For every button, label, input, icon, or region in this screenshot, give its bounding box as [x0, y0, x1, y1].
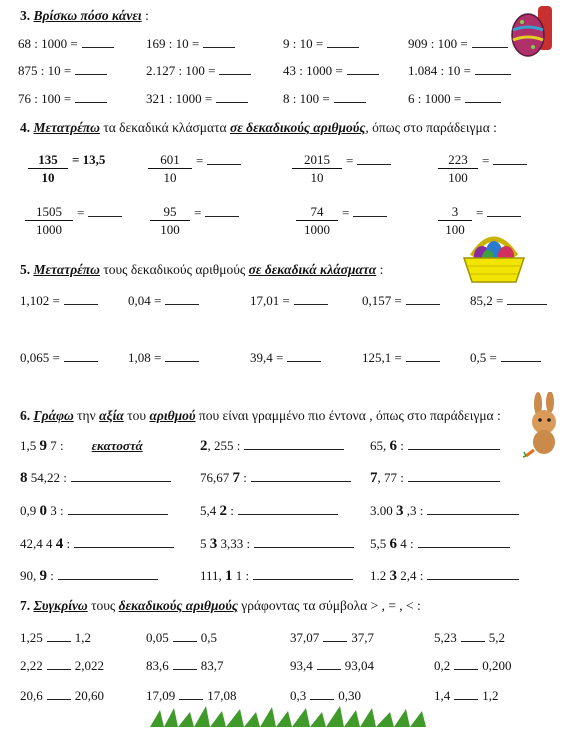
- division-expression: 169 : 10 =: [146, 36, 200, 51]
- fraction-numerator: 2015: [292, 152, 342, 169]
- section-7-title-t1: τους: [87, 598, 119, 613]
- decimal-fraction: [25, 204, 73, 238]
- fraction-numerator: 95: [150, 204, 190, 221]
- section-6-title-t1: την: [73, 408, 100, 423]
- section-4-heading: [20, 120, 497, 136]
- equals-sign: =: [194, 205, 202, 220]
- fraction-answer: [342, 205, 387, 221]
- bunny-icon: [522, 392, 568, 458]
- decimal-to-fraction: [250, 350, 321, 366]
- decimal-to-fraction: [470, 350, 541, 366]
- fraction-answer: [194, 205, 239, 221]
- answer-blank[interactable]: [353, 205, 387, 217]
- section-3-colon: :: [145, 8, 149, 23]
- division-problem: [408, 91, 501, 107]
- equals-sign: =: [342, 205, 350, 220]
- answer-blank[interactable]: [501, 350, 541, 362]
- answer-blank[interactable]: [238, 503, 338, 515]
- left-number: 0,05: [146, 630, 169, 645]
- division-problem: [18, 63, 107, 79]
- number-suffix: 4 :: [397, 536, 414, 551]
- division-problem: [283, 63, 379, 79]
- number-suffix: 1 :: [232, 568, 250, 583]
- fraction-numerator: 223: [438, 152, 478, 169]
- division-problem: [408, 63, 511, 79]
- right-number: 0,30: [338, 688, 361, 703]
- section-3-title: Βρίσκω πόσο κάνει: [33, 8, 142, 23]
- decimal-number: 1,08 =: [128, 350, 162, 365]
- section-3-heading: [20, 8, 149, 24]
- answer-blank[interactable]: [427, 503, 519, 515]
- left-number: 17,09: [146, 688, 176, 703]
- symbol-blank[interactable]: [461, 630, 485, 642]
- section-5-title-mid: τους δεκαδικούς αριθμούς: [99, 262, 249, 277]
- decimal-number: 0,157 =: [362, 293, 402, 308]
- section-6-title-number: αριθμού: [149, 408, 196, 423]
- equals-sign: =: [476, 205, 484, 220]
- decimal-number: 85,2 =: [470, 293, 504, 308]
- comparison-item: [290, 658, 374, 674]
- place-value-item: [370, 503, 519, 520]
- answer-blank[interactable]: [507, 293, 547, 305]
- number-suffix: :: [240, 470, 247, 485]
- section-5-title-target: σε δεκαδικά κλάσματα: [248, 262, 377, 277]
- example-result: = 13,5: [72, 152, 106, 167]
- number-suffix: , 77 :: [377, 470, 404, 485]
- number-prefix: 42,4 4: [20, 536, 56, 551]
- symbol-blank[interactable]: [179, 688, 203, 700]
- answer-blank[interactable]: [465, 91, 501, 103]
- left-number: 0,3: [290, 688, 307, 703]
- easter-egg-icon: [508, 2, 558, 60]
- division-problem: [146, 91, 248, 107]
- section-4-title-mid: τα δεκαδικά κλάσματα: [99, 120, 230, 135]
- comparison-item: [434, 688, 499, 704]
- answer-blank[interactable]: [75, 63, 107, 75]
- place-value-item: [20, 503, 168, 520]
- place-value-item: [20, 568, 158, 585]
- answer-blank[interactable]: [418, 536, 510, 548]
- number-suffix: 54,22 :: [27, 470, 67, 485]
- decimal-to-fraction: [470, 293, 547, 309]
- division-problem: [146, 36, 235, 52]
- fraction-denominator: 1000: [36, 222, 62, 237]
- symbol-blank[interactable]: [173, 630, 197, 642]
- decimal-number: 0,04 =: [128, 293, 162, 308]
- number-suffix: :: [63, 536, 71, 551]
- answer-blank[interactable]: [254, 536, 354, 548]
- comparison-item: [434, 658, 512, 674]
- number-prefix: 5,5: [370, 536, 390, 551]
- right-number: 83,7: [200, 658, 224, 673]
- place-value-item: [200, 536, 354, 553]
- fraction-denominator: 100: [448, 170, 468, 185]
- example-numerator: 135: [28, 152, 68, 169]
- section-4-number: 4.: [20, 120, 31, 135]
- decimal-to-fraction: [128, 350, 199, 366]
- highlighted-digit: 2: [219, 503, 227, 519]
- number-prefix: 65,: [370, 438, 390, 453]
- decimal-to-fraction: [20, 350, 98, 366]
- symbol-blank[interactable]: [47, 688, 71, 700]
- fraction-answer: [346, 153, 391, 169]
- answer-blank[interactable]: [334, 91, 366, 103]
- highlighted-digit: 7: [232, 470, 240, 486]
- comparison-item: [20, 630, 91, 646]
- section-6-title-verb: Γράφω: [33, 408, 74, 423]
- comparison-item: [20, 658, 104, 674]
- symbol-blank[interactable]: [317, 658, 341, 670]
- section-6-heading: [20, 408, 501, 424]
- decimal-fraction: [438, 152, 478, 186]
- answer-blank[interactable]: [294, 293, 328, 305]
- place-value-item: [200, 568, 353, 585]
- section-7-number: 7.: [20, 598, 31, 613]
- answer-blank[interactable]: [427, 568, 519, 580]
- answer-blank[interactable]: [64, 350, 98, 362]
- number-prefix: 5,4: [200, 503, 220, 518]
- left-number: 93,4: [290, 658, 313, 673]
- section-7-title-target: δεκαδικούς αριθμούς: [118, 598, 238, 613]
- decimal-to-fraction: [20, 293, 98, 309]
- number-prefix: 1,5: [20, 438, 40, 453]
- answer-blank[interactable]: [216, 91, 248, 103]
- highlighted-digit: 1: [225, 568, 233, 584]
- right-number: 5,2: [488, 630, 505, 645]
- answer-blank[interactable]: [203, 36, 235, 48]
- answer-blank[interactable]: [327, 36, 359, 48]
- answer-blank[interactable]: [408, 438, 500, 450]
- answer-blank[interactable]: [71, 470, 171, 482]
- number-prefix: 0,9: [20, 503, 40, 518]
- fraction-denominator: 100: [160, 222, 180, 237]
- answer-blank[interactable]: [253, 568, 353, 580]
- comparison-item: [20, 688, 104, 704]
- answer-blank[interactable]: [357, 153, 391, 165]
- egg-basket-icon: [458, 228, 530, 286]
- symbol-blank[interactable]: [454, 688, 478, 700]
- answer-blank[interactable]: [408, 470, 500, 482]
- place-value-item: [370, 438, 500, 455]
- left-number: 83,6: [146, 658, 169, 673]
- right-number: 0,5: [200, 630, 217, 645]
- example-denominator: 10: [41, 170, 55, 185]
- symbol-blank[interactable]: [454, 658, 478, 670]
- division-problem: [283, 36, 359, 52]
- fraction-denominator: 100: [445, 222, 465, 237]
- division-problem: [146, 63, 251, 79]
- symbol-blank[interactable]: [323, 630, 347, 642]
- number-prefix: 3.00: [370, 503, 396, 518]
- highlighted-digit: 6: [389, 536, 397, 552]
- section-6-title-t2: του: [123, 408, 150, 423]
- division-expression: 9 : 10 =: [283, 36, 324, 51]
- fraction-denominator: 10: [310, 170, 324, 185]
- place-value-item: [370, 470, 500, 487]
- number-suffix: 3,33 :: [217, 536, 251, 551]
- number-prefix: 5: [200, 536, 210, 551]
- decimal-fraction: [296, 204, 338, 238]
- place-value-item: [20, 438, 143, 455]
- decimal-fraction: [148, 152, 192, 186]
- number-suffix: 3 :: [47, 503, 64, 518]
- answer-blank[interactable]: [406, 350, 440, 362]
- number-prefix: 76,67: [200, 470, 233, 485]
- comparison-item: [290, 688, 361, 704]
- fraction-numerator: 601: [148, 152, 192, 169]
- grass-icon: [150, 706, 430, 727]
- section-7-title-end: γράφοντας τα σύμβολα > , = , < :: [237, 598, 421, 613]
- division-problem: [18, 36, 114, 52]
- answer-blank[interactable]: [287, 350, 321, 362]
- fraction-answer: [476, 205, 521, 221]
- division-problem: [18, 91, 107, 107]
- division-expression: 1.084 : 10 =: [408, 63, 471, 78]
- right-number: 17,08: [207, 688, 237, 703]
- equals-sign: =: [77, 205, 85, 220]
- place-value-item: [200, 470, 351, 487]
- fraction-numerator: 3: [438, 204, 472, 221]
- answer-blank[interactable]: [493, 153, 527, 165]
- fraction-numerator: 1505: [25, 204, 73, 221]
- answer-blank[interactable]: [165, 293, 199, 305]
- fraction-denominator: 10: [163, 170, 177, 185]
- division-expression: 875 : 10 =: [18, 63, 72, 78]
- number-prefix: 90,: [20, 568, 40, 583]
- comparison-item: [146, 630, 217, 646]
- decimal-to-fraction: [362, 350, 440, 366]
- section-3-number: 3.: [20, 8, 31, 23]
- equals-sign: =: [196, 153, 204, 168]
- comparison-item: [146, 658, 224, 674]
- right-number: 20,60: [74, 688, 104, 703]
- number-prefix: 1.2: [370, 568, 390, 583]
- right-number: 1,2: [482, 688, 499, 703]
- section-5-heading: [20, 262, 383, 278]
- decimal-number: 125,1 =: [362, 350, 402, 365]
- decimal-fraction: [150, 204, 190, 238]
- answer-blank[interactable]: [88, 205, 122, 217]
- decimal-to-fraction: [128, 293, 199, 309]
- answer-blank[interactable]: [244, 438, 344, 450]
- comparison-item: [146, 688, 237, 704]
- division-problem: [408, 36, 508, 52]
- decimal-number: 17,01 =: [250, 293, 290, 308]
- highlighted-digit: 0: [39, 503, 47, 519]
- symbol-blank[interactable]: [47, 630, 71, 642]
- division-expression: 76 : 100 =: [18, 91, 72, 106]
- right-number: 37,7: [351, 630, 374, 645]
- number-suffix: ,3 :: [403, 503, 424, 518]
- number-suffix: , 255 :: [207, 438, 241, 453]
- number-suffix: :: [397, 438, 404, 453]
- answer-blank[interactable]: [219, 63, 251, 75]
- section-6-title-end: που είναι γραμμένο πιο έντονα , όπως στο παράδειγμα :: [195, 408, 501, 423]
- highlighted-digit: 4: [55, 536, 64, 552]
- right-number: 1,2: [74, 630, 91, 645]
- section-7-title-verb: Συγκρίνω: [33, 598, 88, 613]
- fraction-answer: [196, 153, 241, 169]
- answer-blank[interactable]: [251, 470, 351, 482]
- decimal-number: 1,102 =: [20, 293, 60, 308]
- division-expression: 321 : 1000 =: [146, 91, 213, 106]
- answer-blank[interactable]: [205, 205, 239, 217]
- number-prefix: 111,: [200, 568, 226, 583]
- section-4-title-end: , όπως στο παράδειγμα :: [365, 120, 497, 135]
- place-value-item: [200, 503, 338, 520]
- left-number: 2,22: [20, 658, 43, 673]
- decimal-number: 39,4 =: [250, 350, 284, 365]
- answer-blank[interactable]: [406, 293, 440, 305]
- answer-blank[interactable]: [472, 36, 508, 48]
- answer-blank[interactable]: [475, 63, 511, 75]
- answer-blank[interactable]: [347, 63, 379, 75]
- answer-blank[interactable]: [487, 205, 521, 217]
- division-expression: 909 : 100 =: [408, 36, 468, 51]
- section-4-title-target: σε δεκαδικούς αριθμούς: [229, 120, 366, 135]
- number-suffix: 7 :: [47, 438, 64, 453]
- left-number: 20,6: [20, 688, 43, 703]
- place-value-item: [20, 536, 174, 553]
- decimal-to-fraction: [250, 293, 328, 309]
- highlighted-digit: 3: [389, 568, 397, 584]
- place-value-item: [20, 470, 171, 487]
- answer-blank[interactable]: [64, 293, 98, 305]
- section-5-title-verb: Μετατρέπω: [33, 262, 100, 277]
- left-number: 0,2: [434, 658, 451, 673]
- decimal-number: 0,065 =: [20, 350, 60, 365]
- example-answer: εκατοστά: [91, 438, 143, 453]
- section-5-number: 5.: [20, 262, 31, 277]
- decimal-number: 0,5 =: [470, 350, 497, 365]
- right-number: 0,200: [482, 658, 512, 673]
- division-problem: [283, 91, 366, 107]
- answer-blank[interactable]: [75, 91, 107, 103]
- fraction-numerator: 74: [296, 204, 338, 221]
- number-suffix: 2,4 :: [397, 568, 424, 583]
- section-5-title-end: :: [376, 262, 384, 277]
- left-number: 1,25: [20, 630, 43, 645]
- highlighted-digit: 9: [39, 438, 47, 454]
- highlighted-digit: 7: [370, 470, 378, 486]
- symbol-blank[interactable]: [173, 658, 197, 670]
- fraction-answer: [482, 153, 527, 169]
- division-expression: 6 : 1000 =: [408, 91, 462, 106]
- answer-blank[interactable]: [207, 153, 241, 165]
- symbol-blank[interactable]: [47, 658, 71, 670]
- answer-blank[interactable]: [82, 36, 114, 48]
- place-value-item: [370, 568, 519, 585]
- decimal-to-fraction: [362, 293, 440, 309]
- left-number: 5,23: [434, 630, 457, 645]
- left-number: 1,4: [434, 688, 451, 703]
- left-number: 37,07: [290, 630, 320, 645]
- place-value-item: [370, 536, 510, 553]
- division-expression: 8 : 100 =: [283, 91, 330, 106]
- highlighted-digit: 8: [20, 470, 28, 486]
- highlighted-digit: 3: [396, 503, 404, 519]
- symbol-blank[interactable]: [310, 688, 334, 700]
- number-suffix: :: [227, 503, 234, 518]
- comparison-item: [290, 630, 374, 646]
- equals-sign: =: [346, 153, 354, 168]
- division-expression: 68 : 1000 =: [18, 36, 78, 51]
- division-expression: 43 : 1000 =: [283, 63, 343, 78]
- fraction-answer: [77, 205, 122, 221]
- section-7-heading: [20, 598, 421, 614]
- example-fraction: [28, 152, 68, 186]
- answer-blank[interactable]: [68, 503, 168, 515]
- comparison-item: [434, 630, 505, 646]
- section-4-title-verb: Μετατρέπω: [33, 120, 100, 135]
- place-value-item: [200, 438, 344, 455]
- section-6-number: 6.: [20, 408, 31, 423]
- division-expression: 2.127 : 100 =: [146, 63, 216, 78]
- number-suffix: :: [47, 568, 54, 583]
- highlighted-digit: 2: [200, 438, 208, 454]
- answer-blank[interactable]: [165, 350, 199, 362]
- right-number: 2,022: [74, 658, 104, 673]
- decimal-fraction: [292, 152, 342, 186]
- right-number: 93,04: [344, 658, 374, 673]
- answer-blank[interactable]: [58, 568, 158, 580]
- highlighted-digit: 9: [39, 568, 47, 584]
- highlighted-digit: 3: [209, 536, 218, 552]
- fraction-denominator: 1000: [304, 222, 330, 237]
- answer-blank[interactable]: [74, 536, 174, 548]
- section-6-title-value: αξία: [99, 408, 124, 423]
- highlighted-digit: 6: [389, 438, 397, 454]
- equals-sign: =: [482, 153, 490, 168]
